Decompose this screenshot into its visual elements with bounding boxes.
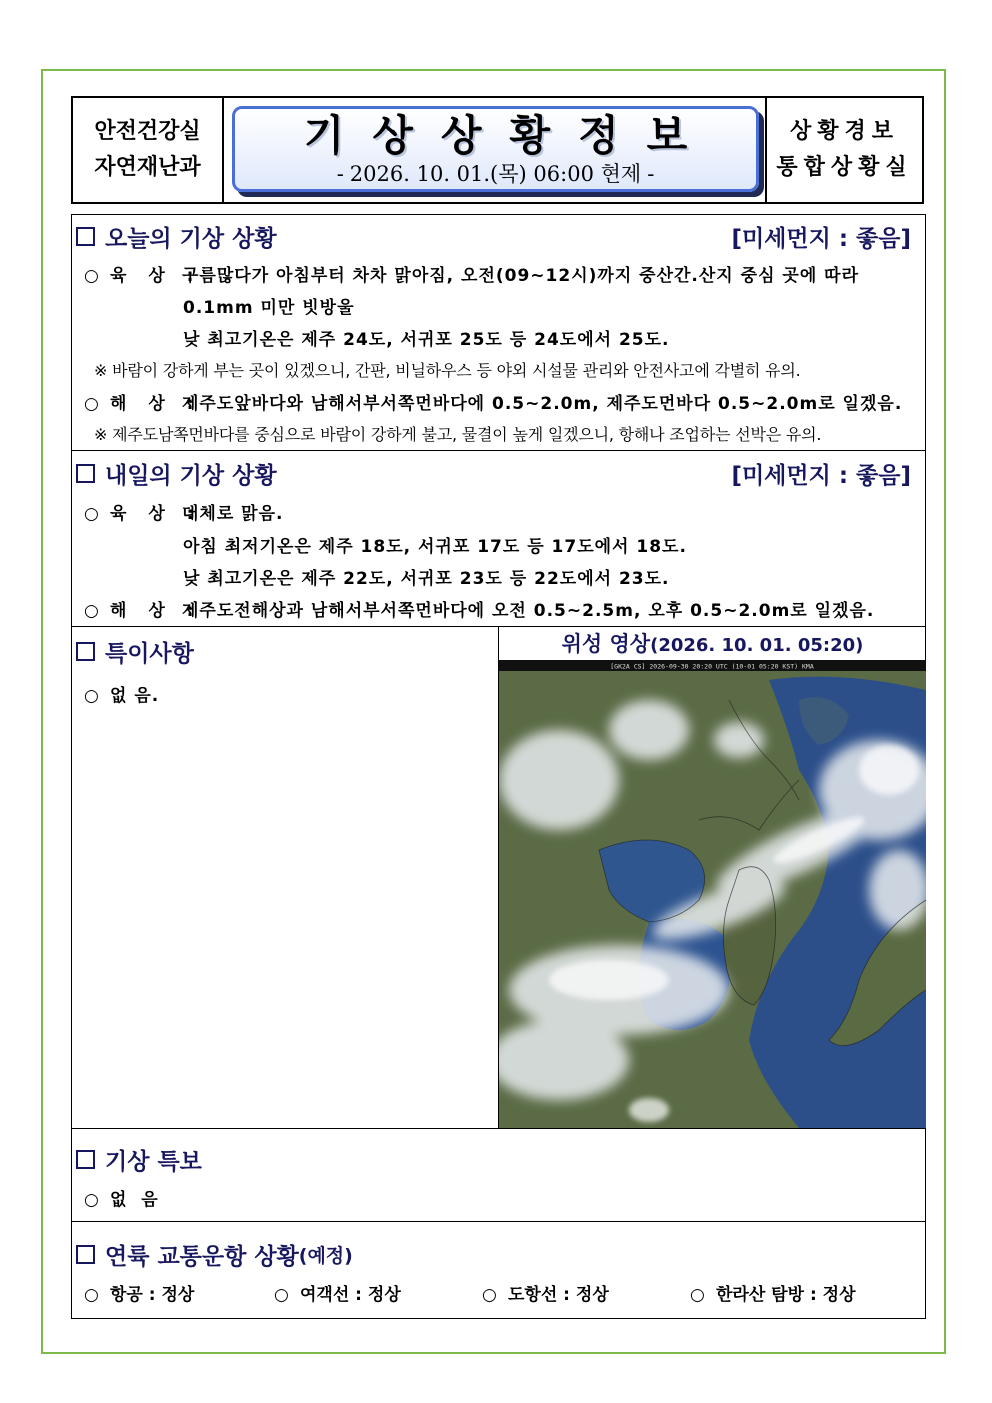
bullet-icon: ○ xyxy=(84,1190,100,1210)
department-line2: 자연재난과 xyxy=(94,155,201,180)
checkbox-icon xyxy=(76,464,95,483)
checkbox-icon xyxy=(76,642,95,661)
department-line1: 안전건강실 xyxy=(94,119,201,144)
warning-section xyxy=(71,1128,926,1222)
bullet-icon: ○ xyxy=(84,266,100,286)
today-section xyxy=(71,214,926,451)
today-sea-line xyxy=(84,389,902,414)
tomorrow-sea-line xyxy=(84,596,874,621)
tomorrow-dust: [미세먼지 : 좋음] xyxy=(731,463,911,489)
transport-item-ferry xyxy=(274,1280,482,1305)
tomorrow-land-line1 xyxy=(84,499,284,524)
satellite-title-text: 위성 영상 xyxy=(561,632,651,656)
office-line2: 통합상황실 xyxy=(776,155,913,180)
today-land-text1: 구름많다가 아침부터 차차 맑아짐, 오전(09~12시)까지 중산간.산지 중심 곳에 따라 xyxy=(182,266,860,286)
transport-item-air xyxy=(84,1280,274,1305)
page-title: 기상상황정보 xyxy=(303,111,716,160)
transport-item-island-ferry-text: 도항선 : 정상 xyxy=(508,1285,609,1305)
special-text: 없 음. xyxy=(110,686,160,706)
tomorrow-heading xyxy=(76,457,277,490)
transport-item-island-ferry xyxy=(482,1280,690,1305)
special-line xyxy=(84,681,159,706)
land-label: 육 상 : xyxy=(110,504,202,524)
satellite-caption: [GK2A CS] 2026-09-30 20:20 UTC (10-01 05:20 KST) KMA xyxy=(610,662,814,671)
subtitle-suffix: - xyxy=(647,162,655,186)
tomorrow-land-text2: 아침 최저기온은 제주 18도, 서귀포 17도 등 17도에서 18도. xyxy=(183,537,687,557)
land-label: 육 상 : xyxy=(110,266,202,286)
warning-heading-text: 기상 특보 xyxy=(105,1149,202,1175)
bullet-icon: ○ xyxy=(84,504,100,524)
warning-heading xyxy=(76,1143,202,1176)
today-land-note: ※ 바람이 강하게 부는 곳이 있겠으니, 간판, 비닐하우스 등 야외 시설물 관리와 안전사고에 각별히 유의. xyxy=(94,361,801,380)
transport-heading xyxy=(76,1238,353,1271)
special-heading xyxy=(76,635,194,668)
bullet-icon: ○ xyxy=(482,1285,497,1305)
department-cell xyxy=(73,98,224,202)
satellite-panel xyxy=(498,626,926,1128)
checkbox-icon xyxy=(76,227,95,246)
header xyxy=(71,96,924,204)
today-dust: [미세먼지 : 좋음] xyxy=(731,226,911,252)
bullet-icon: ○ xyxy=(274,1285,289,1305)
warning-line xyxy=(84,1185,159,1210)
transport-item-ferry-text: 여객선 : 정상 xyxy=(300,1285,401,1305)
transport-item-hallasan xyxy=(690,1280,856,1305)
transport-item-air-text: 항공 : 정상 xyxy=(110,1285,195,1305)
bullet-icon: ○ xyxy=(84,686,100,706)
transport-section xyxy=(71,1221,926,1319)
today-heading-text: 오늘의 기상 상황 xyxy=(105,226,277,252)
today-sea-note: ※ 제주도남쪽먼바다를 중심으로 바람이 강하게 불고, 물결이 높게 일겠으니, 항해나 조업하는 선박은 유의. xyxy=(94,425,822,444)
bullet-icon: ○ xyxy=(690,1285,705,1305)
office-line1: 상황경보 xyxy=(789,119,899,144)
tomorrow-sea-text: 제주도전해상과 남해서부서쪽먼바다에 오전 0.5~2.5m, 오후 0.5~2.0m로 일겠음. xyxy=(182,601,875,621)
satellite-image xyxy=(499,660,926,1128)
title-box xyxy=(232,106,759,192)
subtitle-date: 2026. 10. 01.(목) 06:00 현제 xyxy=(349,162,642,186)
transport-heading-suffix: (예정) xyxy=(298,1245,353,1267)
satellite-timestamp: (2026. 10. 01. 05:20) xyxy=(650,635,864,656)
tomorrow-heading-text: 내일의 기상 상황 xyxy=(105,463,277,489)
special-heading-text: 특이사항 xyxy=(105,641,194,667)
bullet-icon: ○ xyxy=(84,1285,99,1305)
transport-list xyxy=(84,1280,856,1305)
tomorrow-land-text3: 낮 최고기온은 제주 22도, 서귀포 23도 등 22도에서 23도. xyxy=(183,569,670,589)
bullet-icon: ○ xyxy=(84,394,100,414)
today-heading xyxy=(76,220,277,253)
today-land-text2: 0.1mm 미만 빗방울 xyxy=(183,298,355,318)
checkbox-icon xyxy=(76,1245,95,1264)
page-subtitle xyxy=(235,161,756,187)
sea-label: 해 상 : xyxy=(110,601,202,621)
subtitle-prefix: - xyxy=(336,162,344,186)
today-sea-text: 제주도앞바다와 남해서부서쪽먼바다에 0.5~2.0m, 제주도먼바다 0.5~2.0m로 일겠음. xyxy=(182,394,903,414)
today-land-line1 xyxy=(84,261,859,286)
office-cell xyxy=(765,98,922,202)
today-land-text3: 낮 최고기온은 제주 24도, 서귀포 25도 등 24도에서 25도. xyxy=(183,330,670,350)
satellite-title xyxy=(499,626,926,660)
warning-text: 없 음 xyxy=(110,1190,159,1210)
transport-item-hallasan-text: 한라산 탐방 : 정상 xyxy=(716,1285,856,1305)
transport-heading-text: 연륙 교통운항 상황 xyxy=(105,1244,299,1270)
tomorrow-section xyxy=(71,450,926,627)
tomorrow-land-text1: 대체로 맑음. xyxy=(182,504,284,524)
sea-label: 해 상 : xyxy=(110,394,202,414)
bullet-icon: ○ xyxy=(84,601,100,621)
checkbox-icon xyxy=(76,1150,95,1169)
